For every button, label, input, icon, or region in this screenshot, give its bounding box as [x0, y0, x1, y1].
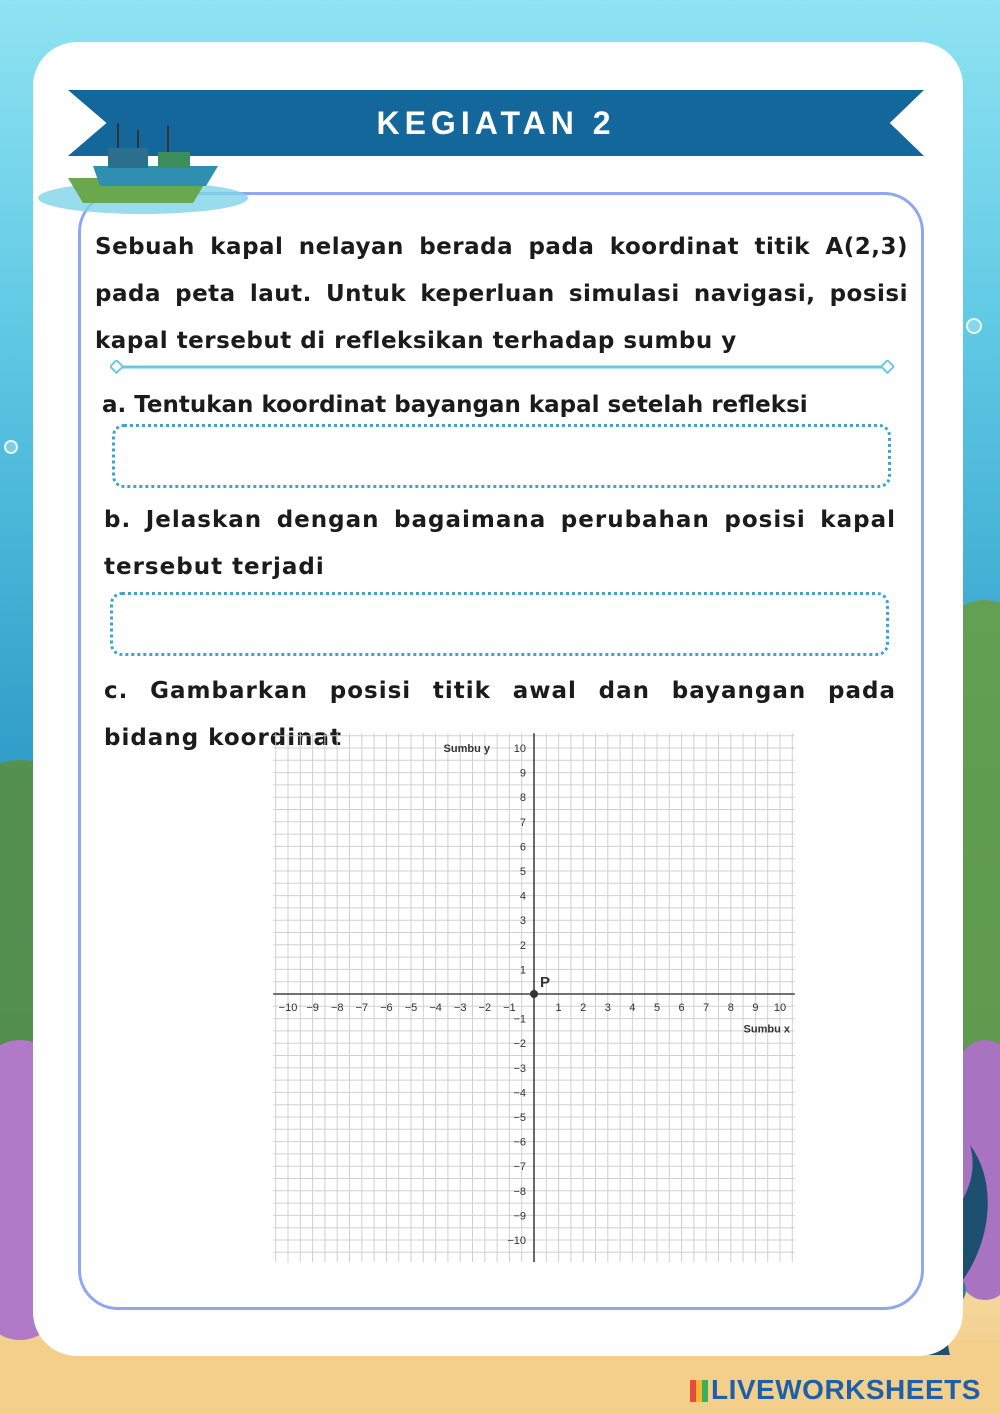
problem-statement: Sebuah kapal nelayan berada pada koordinat titik A(2,3) pada peta laut. Untuk keperluan simulasi navigasi, posisi kapal tersebut di refleksikan terhadap sumbu y	[95, 234, 908, 354]
bubble-icon	[4, 440, 18, 454]
point-marker	[530, 990, 538, 998]
y-tick-label: −9	[513, 1210, 526, 1223]
coordinate-plane-svg[interactable]	[262, 728, 802, 1268]
liveworksheets-logo	[690, 1374, 981, 1406]
x-tick-label: −8	[330, 1002, 344, 1014]
x-tick-label: −7	[355, 1002, 369, 1014]
y-tick-label: 9	[519, 767, 526, 780]
fishing-boats-illustration	[38, 118, 248, 228]
point-label: P	[540, 974, 551, 991]
y-tick-label: 8	[519, 792, 526, 805]
question-a: a. Tentukan koordinat bayangan kapal setelah refleksi	[102, 392, 808, 418]
x-tick-label: 2	[580, 1002, 587, 1014]
y-tick-label: 6	[519, 841, 526, 854]
x-tick-label: 4	[629, 1002, 636, 1014]
logo-mark-icon	[690, 1380, 708, 1402]
y-tick-label: 2	[519, 939, 526, 952]
y-tick-label: −10	[507, 1235, 526, 1247]
y-tick-label: 3	[519, 915, 526, 928]
y-tick-label: −8	[513, 1185, 526, 1198]
question-b: b. Jelaskan dengan bagaimana perubahan posisi kapal tersebut terjadi	[104, 507, 896, 580]
answer-a-input[interactable]	[112, 424, 891, 488]
y-tick-label: 1	[519, 964, 526, 977]
y-axis-label: Sumbu y	[443, 743, 490, 755]
y-tick-label: −3	[513, 1062, 526, 1075]
coordinate-plane[interactable]	[262, 728, 802, 1268]
x-tick-label: 3	[604, 1002, 611, 1014]
y-tick-label: 4	[519, 890, 526, 903]
x-tick-label: −3	[453, 1002, 467, 1014]
y-tick-label: −5	[513, 1112, 526, 1124]
x-tick-label: −5	[404, 1002, 418, 1014]
question-c: c. Gambarkan posisi titik awal dan bayangan pada bidang koordinat	[104, 678, 896, 751]
x-tick-label: 10	[773, 1002, 787, 1014]
y-tick-label: 7	[519, 816, 526, 829]
x-tick-label: −9	[306, 1002, 319, 1014]
x-tick-label: 5	[653, 1002, 661, 1014]
divider-line	[110, 360, 894, 374]
page-title: KEGIATAN 2	[376, 105, 616, 141]
y-tick-label: −4	[513, 1087, 526, 1100]
x-tick-label: −10	[278, 1002, 298, 1014]
y-tick-label: −2	[513, 1038, 526, 1051]
y-tick-label: 10	[513, 743, 526, 755]
y-tick-label: 5	[519, 866, 526, 878]
x-tick-label: −4	[429, 1002, 442, 1014]
bubble-icon	[966, 318, 982, 334]
x-axis-label: Sumbu x	[743, 1023, 790, 1036]
x-tick-label: −1	[503, 1002, 516, 1014]
y-tick-label: −6	[513, 1136, 526, 1149]
x-tick-label: 6	[678, 1002, 685, 1014]
x-tick-label: −6	[380, 1002, 393, 1014]
answer-b-input[interactable]	[110, 592, 889, 656]
logo-text: LIVEWORKSHEETS	[711, 1374, 981, 1405]
y-tick-label: −7	[513, 1161, 526, 1174]
x-tick-label: 7	[703, 1002, 710, 1014]
x-tick-label: 1	[555, 1002, 562, 1014]
x-tick-label: 9	[752, 1002, 759, 1014]
x-tick-label: 8	[727, 1002, 734, 1014]
x-tick-label: −2	[478, 1002, 492, 1014]
y-tick-label: −1	[513, 1013, 526, 1026]
